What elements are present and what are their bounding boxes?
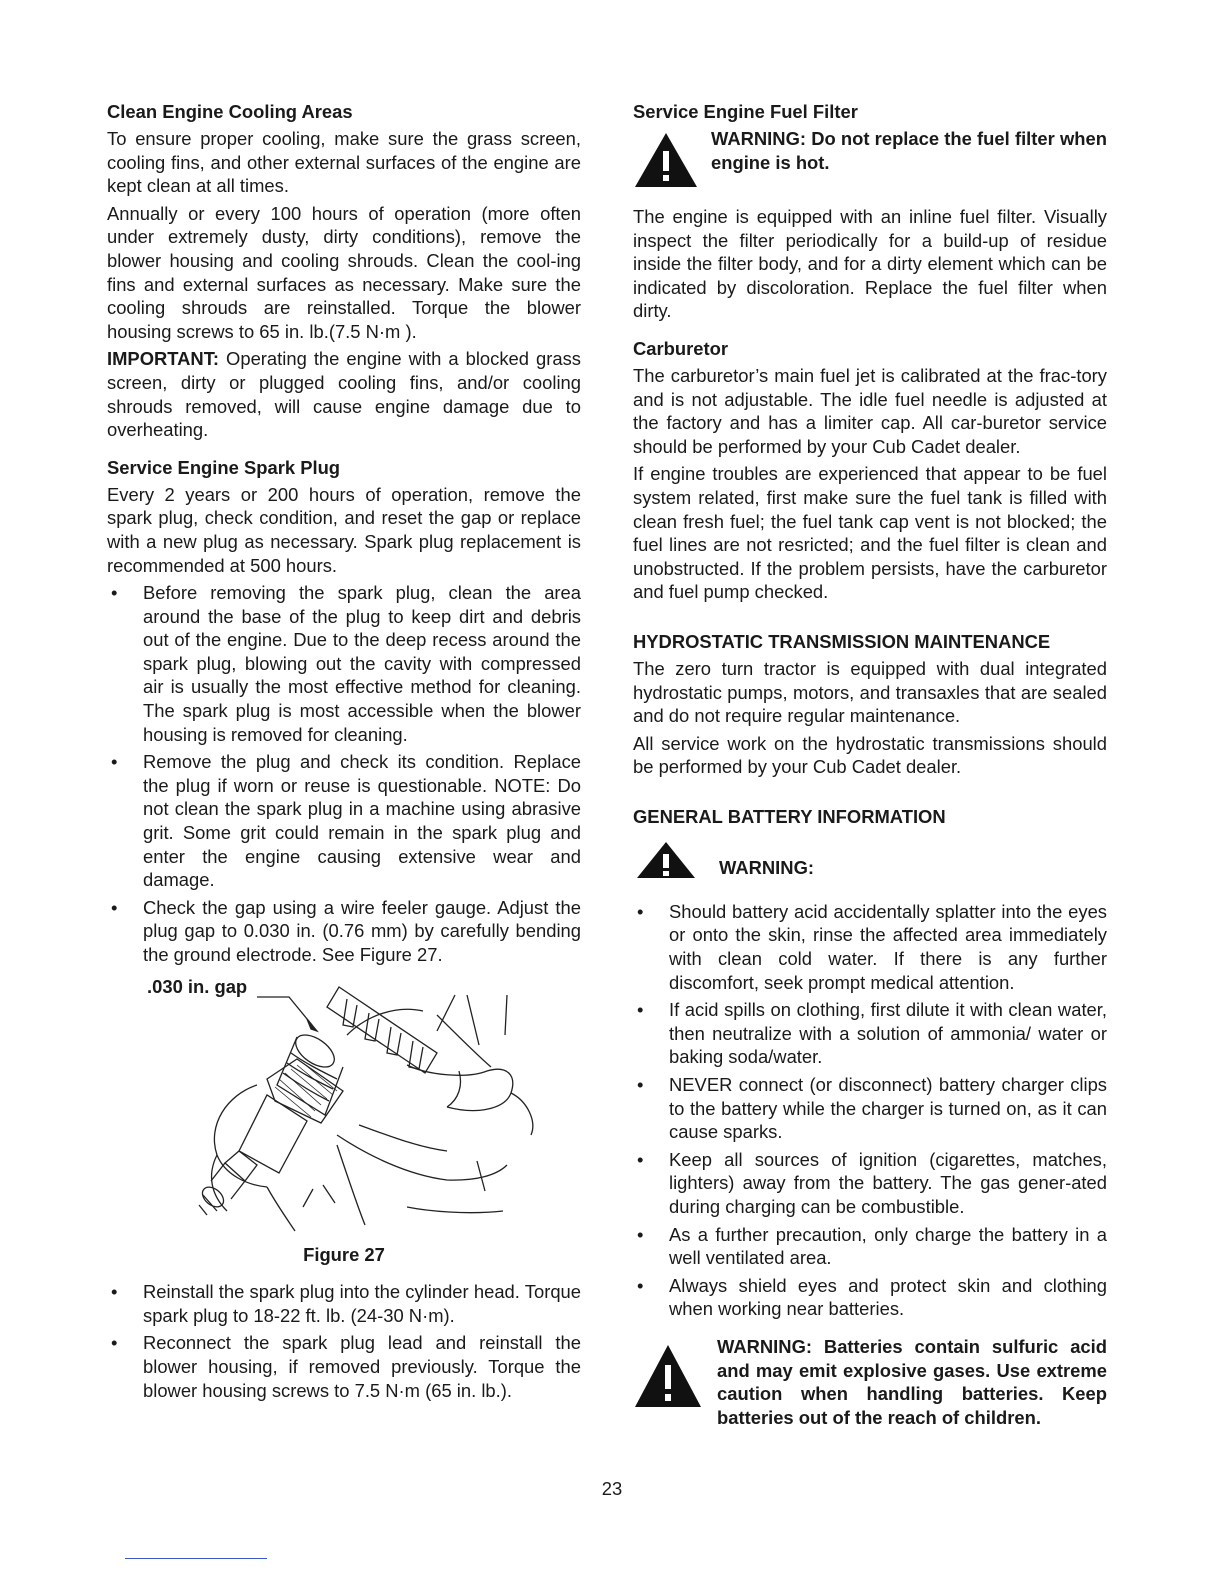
list-item [107,1280,581,1327]
section-title-cooling: Clean Engine Cooling Areas [107,101,353,122]
list-item-text: As a further precaution, only charge the battery in a well ventilated area. [669,1223,1107,1269]
section-title-spark-plug: Service Engine Spark Plug [107,456,341,478]
important-label: IMPORTANT: [107,348,220,370]
important-note [107,347,581,441]
footer-rule [125,1558,267,1559]
list-item [107,750,581,892]
bullet: • [637,1148,644,1170]
section-title-hydrostatic: HYDROSTATIC TRANSMISSION MAINTENANCE [633,630,1051,652]
right-column [633,100,1107,1437]
paragraph: To ensure proper cooling, make sure the grass screen, cooling fins, and other external surfaces of the engine are kept clean at all times. [107,128,581,197]
list-item [107,1331,581,1402]
spark-plug-illustration [107,975,581,1237]
paragraph: The zero turn tractor is equipped with dual integrated hydrostatic pumps, motors, and transaxles that are sealed and do not require regular maintenance. [633,657,1107,727]
spark-plug-gap-figure [107,975,581,1237]
bullet: • [637,1223,644,1245]
list-item [633,998,1107,1069]
list-item-text: Should battery acid accidentally splatter into the eyes or onto the skin, rinse the affected area immediately with clean cold water. If there is any further discomfort, seek prompt medical attention. [669,900,1107,993]
battery-acid-warning [633,1335,1107,1429]
list-item-text: Remove the plug and check its condition. Replace the plug if worn or reuse is questionable. NOTE: Do not clean the spark plug in a machine using abrasive grit. Some grit could remain in the spark plug and enter the engine causing extensive wear and damage. [143,751,581,891]
paragraph: The carburetor’s main fuel jet is calibrated at the frac-tory and is not adjustable. The idle fuel needle is adjusted at the factory and has a limiter cap. All car-buretor service should be performed by your Cub Cadet dealer. [633,364,1107,457]
list-item-text: Reinstall the spark plug into the cylinder head. Torque spark plug to 18-22 ft. lb. (24-30 N·m). [143,1281,581,1326]
section-title-fuel-filter: Service Engine Fuel Filter [633,101,858,122]
list-item [107,581,581,746]
bullet: • [111,582,118,604]
paragraph: Annually or every 100 hours of operation (more often under extremely dusty, dirty conditions), remove the blower housing and cooling shrouds. Clean the cool-ing fins and external surfaces as necessary. Make sure the cooling shrouds are reinstalled. Torque the blower housing screws to 65 in. lb.(7.5 N·m ). [107,202,581,342]
warning-text: WARNING: Do not replace the fuel filter when engine is hot. [711,128,1107,173]
fuel-filter-warning [633,127,1107,197]
important-text: Operating the engine with a blocked grass screen, dirty or plugged cooling fins, and/or cooling shrouds removed, will cause engine damage due to overheating. [107,348,581,441]
list-item-text: Reconnect the spark plug lead and reinstall the blower housing, if removed previously. Torque the blower housing screws to 7.5 N·m (65 in. lb.). [143,1332,581,1401]
paragraph: If engine troubles are experienced that appear to be fuel system related, first make sure the fuel tank is filled with clean fresh fuel; the fuel tank cap vent is not blocked; the fuel lines are not resricted; and the fuel filter is clean and unobstructed. If the problem persists, have the carburetor and fuel pump checked. [633,463,1107,603]
bullet: • [637,1274,644,1296]
bullet: • [637,900,644,922]
list-item [633,1223,1107,1270]
paragraph: All service work on the hydrostatic transmissions should be performed by your Cub Cadet dealer. [633,732,1107,778]
list-item-text: Keep all sources of ignition (cigarettes, matches, lighters) away from the battery. The gas gener-ated during charging can be combustible. [669,1148,1107,1217]
battery-warning-header [633,834,1107,892]
paragraph: The engine is equipped with an inline fuel filter. Visually inspect the filter periodically for a build-up of residue inside the filter body, and for a dirty element which can be indicated by discoloration. Replace the fuel filter when dirty. [633,206,1107,322]
left-column [107,100,581,1406]
bullet: • [637,1074,644,1096]
list-item-text: Before removing the spark plug, clean the area around the base of the plug to keep dirt and debris out of the engine. Due to the deep recess around the spark plug, blowing out the cavity with compressed air is usually the most effective method for cleaning. The spark plug is most accessible when the blower housing is removed for cleaning. [143,582,581,745]
list-item-text: Check the gap using a wire feeler gauge. Adjust the plug gap to 0.030 in. (0.76 mm) by carefully bending the ground electrode. See Figure 27. [143,896,581,965]
warning-triangle-icon [633,131,699,189]
list-item-text: Always shield eyes and protect skin and clothing when working near batteries. [669,1274,1107,1320]
list-item [633,1148,1107,1219]
list-item [107,896,581,967]
list-item-text: If acid spills on clothing, first dilute it with clean water, then neutralize with a solution of ammonia/ water or baking soda/water. [669,999,1107,1068]
battery-precautions [633,900,1107,1321]
section-title-carburetor: Carburetor [633,337,729,359]
bullet: • [111,751,118,773]
spark-plug-steps [107,581,581,967]
warning-text: WARNING: Batteries contain sulfuric acid and may emit explosive gases. Use extreme caution when handling batteries. Keep batteries out of the reach of children. [717,1335,1107,1428]
warning-label: WARNING: [719,856,815,878]
spark-plug-steps-continued [107,1280,581,1402]
page-number: 23 [601,1478,623,1499]
list-item [633,900,1107,994]
warning-triangle-icon [633,840,699,880]
list-item [633,1274,1107,1321]
bullet: • [111,1332,118,1354]
bullet: • [111,1281,118,1303]
list-item-text: NEVER connect (or disconnect) battery charger clips to the battery while the charger is turned on, as it can cause sparks. [669,1074,1107,1143]
figure-callout-label: .030 in. gap [147,975,248,997]
bullet: • [111,896,118,918]
figure-caption: Figure 27 [303,1243,385,1265]
list-item [633,1073,1107,1144]
section-title-battery: GENERAL BATTERY INFORMATION [633,805,946,827]
bullet: • [637,999,644,1021]
warning-triangle-icon [633,1343,703,1409]
paragraph: Every 2 years or 200 hours of operation, remove the spark plug, check condition, and reset the gap or replace with a new plug as necessary. Spark plug replacement is recommended at 500 hours. [107,483,581,576]
